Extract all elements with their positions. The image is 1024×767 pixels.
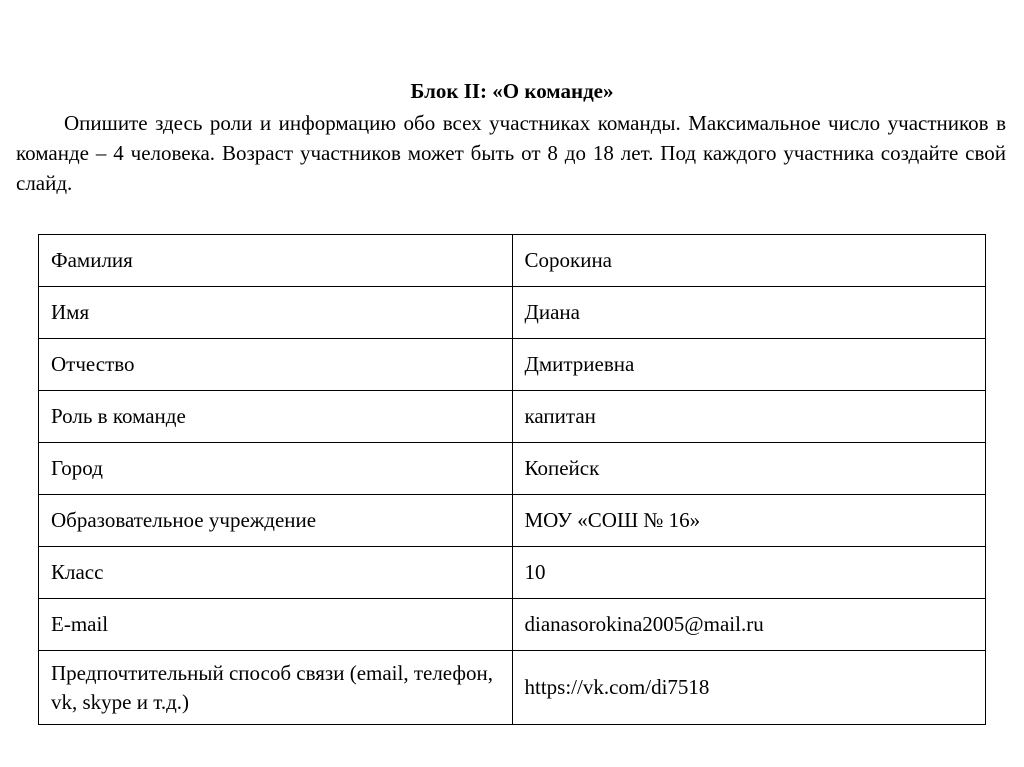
table-row-surname bbox=[39, 235, 986, 287]
table-row-school bbox=[39, 495, 986, 547]
row-value-email: dianasorokina2005@mail.ru bbox=[512, 599, 986, 651]
row-value-contact-method: https://vk.com/di7518 bbox=[512, 651, 986, 725]
row-label-surname: Фамилия bbox=[39, 235, 513, 287]
document-heading: Блок II: «О команде» bbox=[410, 79, 614, 103]
row-value-surname: Сорокина bbox=[512, 235, 986, 287]
table-row-contact-method bbox=[39, 651, 986, 725]
row-value-patronymic: Дмитриевна bbox=[512, 339, 986, 391]
table-row-role bbox=[39, 391, 986, 443]
row-value-school: МОУ «СОШ № 16» bbox=[512, 495, 986, 547]
row-value-city: Копейск bbox=[512, 443, 986, 495]
row-value-name: Диана bbox=[512, 287, 986, 339]
table-row-email bbox=[39, 599, 986, 651]
table-row-name bbox=[39, 287, 986, 339]
row-label-email: E-mail bbox=[39, 599, 513, 651]
table-row-city bbox=[39, 443, 986, 495]
document-intro-paragraph: Опишите здесь роли и информацию обо всех участниках команды. Максимальное число участников в команде – 4 человека. Возраст участников может быть от 8 до 18 лет. Под каждого участника создайте свой слайд. bbox=[16, 111, 1006, 195]
row-label-name: Имя bbox=[39, 287, 513, 339]
row-label-role: Роль в команде bbox=[39, 391, 513, 443]
table-row-patronymic bbox=[39, 339, 986, 391]
row-label-city: Город bbox=[39, 443, 513, 495]
row-label-grade: Класс bbox=[39, 547, 513, 599]
row-value-role: капитан bbox=[512, 391, 986, 443]
row-label-contact-method: Предпочтительный способ связи (email, телефон, vk, skype и т.д.) bbox=[39, 651, 513, 725]
row-label-school: Образовательное учреждение bbox=[39, 495, 513, 547]
row-value-grade: 10 bbox=[512, 547, 986, 599]
participant-info-table bbox=[38, 234, 986, 725]
table-row-grade bbox=[39, 547, 986, 599]
row-label-patronymic: Отчество bbox=[39, 339, 513, 391]
